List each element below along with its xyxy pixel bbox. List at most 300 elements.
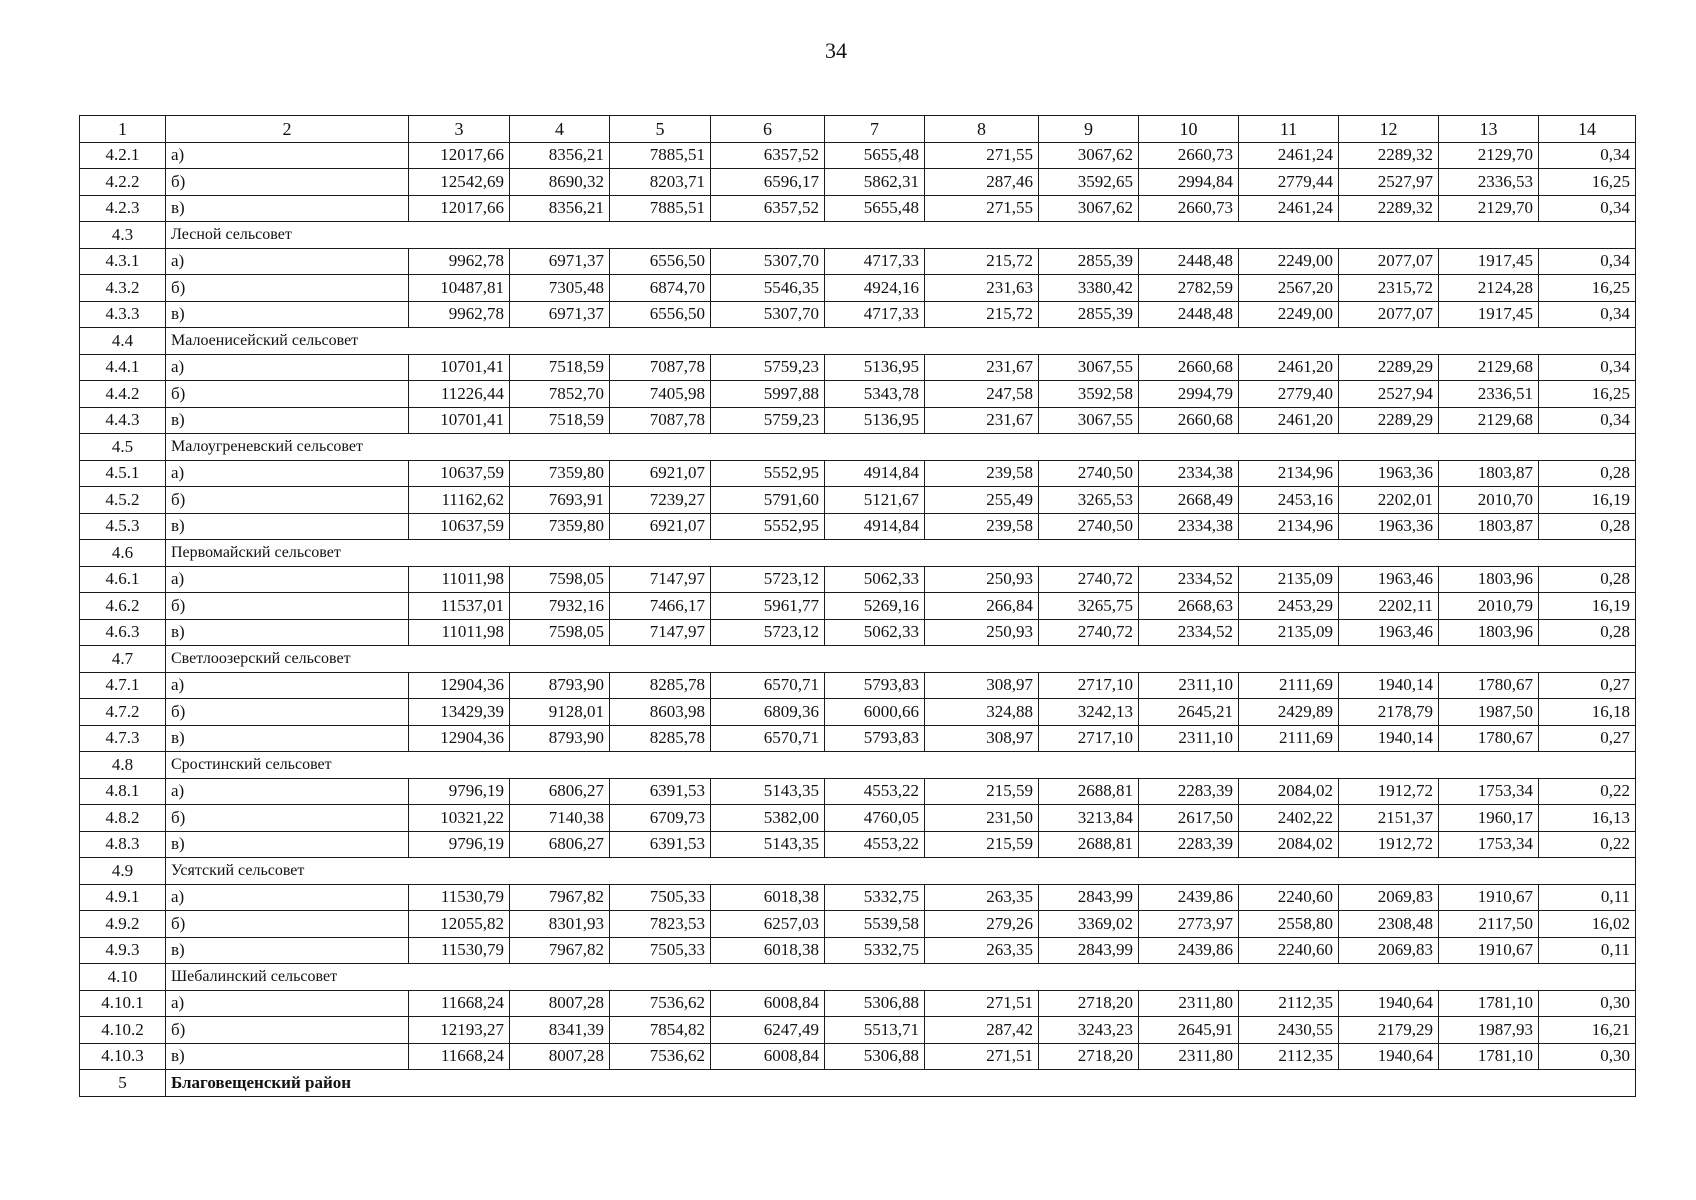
value-cell: 2527,94 bbox=[1339, 381, 1439, 408]
value-cell: 6556,50 bbox=[610, 248, 711, 275]
value-cell: 5793,83 bbox=[825, 725, 925, 752]
value-cell: 5136,95 bbox=[825, 354, 925, 381]
row-label: б) bbox=[166, 1017, 409, 1044]
value-cell: 11537,01 bbox=[409, 593, 510, 620]
value-cell: 2117,50 bbox=[1439, 911, 1539, 938]
value-cell: 2429,89 bbox=[1239, 699, 1339, 726]
row-code: 4.9.1 bbox=[80, 884, 166, 911]
value-cell: 3242,13 bbox=[1039, 699, 1139, 726]
table-row bbox=[80, 937, 1636, 964]
value-cell: 4914,84 bbox=[825, 460, 925, 487]
value-cell: 2334,52 bbox=[1139, 566, 1239, 593]
value-cell: 2283,39 bbox=[1139, 831, 1239, 858]
value-cell: 10701,41 bbox=[409, 354, 510, 381]
value-cell: 7967,82 bbox=[510, 937, 610, 964]
row-code: 4.5.1 bbox=[80, 460, 166, 487]
value-cell: 2645,21 bbox=[1139, 699, 1239, 726]
value-cell: 3067,55 bbox=[1039, 354, 1139, 381]
value-cell: 11668,24 bbox=[409, 990, 510, 1017]
value-cell: 6570,71 bbox=[711, 725, 825, 752]
row-code: 4.9 bbox=[80, 858, 166, 885]
value-cell: 7932,16 bbox=[510, 593, 610, 620]
value-cell: 2567,20 bbox=[1239, 275, 1339, 302]
value-cell: 2461,20 bbox=[1239, 407, 1339, 434]
value-cell: 6018,38 bbox=[711, 937, 825, 964]
value-cell: 9962,78 bbox=[409, 301, 510, 328]
value-cell: 287,46 bbox=[925, 169, 1039, 196]
value-cell: 11530,79 bbox=[409, 884, 510, 911]
value-cell: 6806,27 bbox=[510, 831, 610, 858]
row-label: б) bbox=[166, 275, 409, 302]
value-cell: 6018,38 bbox=[711, 884, 825, 911]
value-cell: 0,28 bbox=[1539, 566, 1636, 593]
value-cell: 6806,27 bbox=[510, 778, 610, 805]
value-cell: 3067,55 bbox=[1039, 407, 1139, 434]
value-cell: 5997,88 bbox=[711, 381, 825, 408]
row-code: 4.10.3 bbox=[80, 1043, 166, 1070]
value-cell: 6357,52 bbox=[711, 195, 825, 222]
value-cell: 3067,62 bbox=[1039, 142, 1139, 169]
value-cell: 5121,67 bbox=[825, 487, 925, 514]
value-cell: 7239,27 bbox=[610, 487, 711, 514]
row-code: 4.5.3 bbox=[80, 513, 166, 540]
value-cell: 2740,72 bbox=[1039, 619, 1139, 646]
value-cell: 7885,51 bbox=[610, 195, 711, 222]
section-title: Лесной сельсовет bbox=[166, 222, 1636, 249]
value-cell: 2461,24 bbox=[1239, 195, 1339, 222]
column-header: 11 bbox=[1239, 116, 1339, 143]
row-code: 4.6.3 bbox=[80, 619, 166, 646]
value-cell: 8603,98 bbox=[610, 699, 711, 726]
value-cell: 1963,46 bbox=[1339, 619, 1439, 646]
value-cell: 0,11 bbox=[1539, 937, 1636, 964]
value-cell: 11162,62 bbox=[409, 487, 510, 514]
value-cell: 215,72 bbox=[925, 301, 1039, 328]
value-cell: 7087,78 bbox=[610, 407, 711, 434]
value-cell: 1963,46 bbox=[1339, 566, 1439, 593]
table-row bbox=[80, 805, 1636, 832]
value-cell: 1940,64 bbox=[1339, 990, 1439, 1017]
value-cell: 2773,97 bbox=[1139, 911, 1239, 938]
row-code: 4.4.2 bbox=[80, 381, 166, 408]
value-cell: 2336,51 bbox=[1439, 381, 1539, 408]
value-cell: 6570,71 bbox=[711, 672, 825, 699]
value-cell: 16,21 bbox=[1539, 1017, 1636, 1044]
value-cell: 308,97 bbox=[925, 725, 1039, 752]
value-cell: 4924,16 bbox=[825, 275, 925, 302]
value-cell: 271,51 bbox=[925, 990, 1039, 1017]
row-label: в) bbox=[166, 195, 409, 222]
value-cell: 7147,97 bbox=[610, 619, 711, 646]
row-label: а) bbox=[166, 248, 409, 275]
row-code: 4.2.3 bbox=[80, 195, 166, 222]
value-cell: 2717,10 bbox=[1039, 725, 1139, 752]
value-cell: 10637,59 bbox=[409, 513, 510, 540]
value-cell: 6556,50 bbox=[610, 301, 711, 328]
row-code: 4.9.2 bbox=[80, 911, 166, 938]
value-cell: 7693,91 bbox=[510, 487, 610, 514]
value-cell: 1940,14 bbox=[1339, 725, 1439, 752]
row-code: 4.10 bbox=[80, 964, 166, 991]
table-body bbox=[80, 142, 1636, 1096]
value-cell: 16,19 bbox=[1539, 487, 1636, 514]
value-cell: 5546,35 bbox=[711, 275, 825, 302]
value-cell: 2558,80 bbox=[1239, 911, 1339, 938]
value-cell: 2779,44 bbox=[1239, 169, 1339, 196]
section-row bbox=[80, 222, 1636, 249]
value-cell: 2240,60 bbox=[1239, 937, 1339, 964]
table-row bbox=[80, 248, 1636, 275]
value-cell: 0,34 bbox=[1539, 354, 1636, 381]
value-cell: 2129,70 bbox=[1439, 142, 1539, 169]
value-cell: 5791,60 bbox=[711, 487, 825, 514]
value-cell: 11530,79 bbox=[409, 937, 510, 964]
value-cell: 231,63 bbox=[925, 275, 1039, 302]
value-cell: 3265,53 bbox=[1039, 487, 1139, 514]
row-code: 4.2.1 bbox=[80, 142, 166, 169]
table-row bbox=[80, 1017, 1636, 1044]
value-cell: 2402,22 bbox=[1239, 805, 1339, 832]
column-header: 13 bbox=[1439, 116, 1539, 143]
row-code: 4.10.2 bbox=[80, 1017, 166, 1044]
value-cell: 5343,78 bbox=[825, 381, 925, 408]
row-code: 4.3.2 bbox=[80, 275, 166, 302]
value-cell: 2069,83 bbox=[1339, 884, 1439, 911]
value-cell: 8793,90 bbox=[510, 672, 610, 699]
value-cell: 0,11 bbox=[1539, 884, 1636, 911]
row-label: а) bbox=[166, 672, 409, 699]
row-label: в) bbox=[166, 619, 409, 646]
value-cell: 8285,78 bbox=[610, 672, 711, 699]
row-label: в) bbox=[166, 937, 409, 964]
row-label: б) bbox=[166, 593, 409, 620]
value-cell: 7359,80 bbox=[510, 513, 610, 540]
value-cell: 2782,59 bbox=[1139, 275, 1239, 302]
row-code: 4.8.2 bbox=[80, 805, 166, 832]
row-code: 4.9.3 bbox=[80, 937, 166, 964]
value-cell: 2084,02 bbox=[1239, 831, 1339, 858]
value-cell: 2010,79 bbox=[1439, 593, 1539, 620]
value-cell: 0,34 bbox=[1539, 248, 1636, 275]
row-label: а) bbox=[166, 354, 409, 381]
value-cell: 5655,48 bbox=[825, 195, 925, 222]
value-cell: 16,25 bbox=[1539, 381, 1636, 408]
value-cell: 308,97 bbox=[925, 672, 1039, 699]
value-cell: 3067,62 bbox=[1039, 195, 1139, 222]
value-cell: 16,25 bbox=[1539, 169, 1636, 196]
section-row bbox=[80, 434, 1636, 461]
value-cell: 2135,09 bbox=[1239, 566, 1339, 593]
value-cell: 2311,80 bbox=[1139, 990, 1239, 1017]
value-cell: 2334,38 bbox=[1139, 460, 1239, 487]
value-cell: 2202,11 bbox=[1339, 593, 1439, 620]
section-row bbox=[80, 752, 1636, 779]
table-row bbox=[80, 354, 1636, 381]
value-cell: 2202,01 bbox=[1339, 487, 1439, 514]
value-cell: 5269,16 bbox=[825, 593, 925, 620]
value-cell: 2077,07 bbox=[1339, 248, 1439, 275]
row-code: 4.8.1 bbox=[80, 778, 166, 805]
row-code: 4.10.1 bbox=[80, 990, 166, 1017]
value-cell: 9962,78 bbox=[409, 248, 510, 275]
value-cell: 7854,82 bbox=[610, 1017, 711, 1044]
value-cell: 0,28 bbox=[1539, 619, 1636, 646]
value-cell: 2311,10 bbox=[1139, 672, 1239, 699]
section-row bbox=[80, 646, 1636, 673]
table-row bbox=[80, 169, 1636, 196]
value-cell: 12542,69 bbox=[409, 169, 510, 196]
value-cell: 6971,37 bbox=[510, 301, 610, 328]
value-cell: 2439,86 bbox=[1139, 884, 1239, 911]
value-cell: 16,02 bbox=[1539, 911, 1636, 938]
value-cell: 4717,33 bbox=[825, 301, 925, 328]
value-cell: 8203,71 bbox=[610, 169, 711, 196]
row-label: б) bbox=[166, 805, 409, 832]
value-cell: 4553,22 bbox=[825, 778, 925, 805]
value-cell: 5723,12 bbox=[711, 619, 825, 646]
column-header-row bbox=[80, 116, 1636, 143]
value-cell: 5306,88 bbox=[825, 990, 925, 1017]
value-cell: 7967,82 bbox=[510, 884, 610, 911]
value-cell: 0,30 bbox=[1539, 1043, 1636, 1070]
value-cell: 271,55 bbox=[925, 195, 1039, 222]
value-cell: 9796,19 bbox=[409, 831, 510, 858]
value-cell: 2461,20 bbox=[1239, 354, 1339, 381]
value-cell: 7140,38 bbox=[510, 805, 610, 832]
row-label: а) bbox=[166, 566, 409, 593]
value-cell: 6391,53 bbox=[610, 831, 711, 858]
row-code: 5 bbox=[80, 1070, 166, 1097]
value-cell: 1910,67 bbox=[1439, 937, 1539, 964]
value-cell: 0,34 bbox=[1539, 195, 1636, 222]
value-cell: 5382,00 bbox=[711, 805, 825, 832]
section-row bbox=[80, 858, 1636, 885]
value-cell: 0,28 bbox=[1539, 460, 1636, 487]
table-row bbox=[80, 381, 1636, 408]
value-cell: 2855,39 bbox=[1039, 248, 1139, 275]
value-cell: 0,34 bbox=[1539, 301, 1636, 328]
value-cell: 1987,50 bbox=[1439, 699, 1539, 726]
value-cell: 2249,00 bbox=[1239, 248, 1339, 275]
value-cell: 8285,78 bbox=[610, 725, 711, 752]
value-cell: 2740,50 bbox=[1039, 460, 1139, 487]
value-cell: 2334,52 bbox=[1139, 619, 1239, 646]
value-cell: 4914,84 bbox=[825, 513, 925, 540]
table-row bbox=[80, 911, 1636, 938]
value-cell: 2315,72 bbox=[1339, 275, 1439, 302]
value-cell: 1780,67 bbox=[1439, 672, 1539, 699]
value-cell: 6000,66 bbox=[825, 699, 925, 726]
value-cell: 5136,95 bbox=[825, 407, 925, 434]
column-header: 8 bbox=[925, 116, 1039, 143]
value-cell: 2283,39 bbox=[1139, 778, 1239, 805]
value-cell: 8356,21 bbox=[510, 195, 610, 222]
value-cell: 2718,20 bbox=[1039, 990, 1139, 1017]
value-cell: 6357,52 bbox=[711, 142, 825, 169]
table-row bbox=[80, 699, 1636, 726]
value-cell: 6257,03 bbox=[711, 911, 825, 938]
value-cell: 5552,95 bbox=[711, 513, 825, 540]
value-cell: 1803,87 bbox=[1439, 460, 1539, 487]
value-cell: 2843,99 bbox=[1039, 884, 1139, 911]
value-cell: 2994,79 bbox=[1139, 381, 1239, 408]
row-label: б) bbox=[166, 381, 409, 408]
value-cell: 2240,60 bbox=[1239, 884, 1339, 911]
value-cell: 1960,17 bbox=[1439, 805, 1539, 832]
value-cell: 0,28 bbox=[1539, 513, 1636, 540]
value-cell: 1910,67 bbox=[1439, 884, 1539, 911]
page-number: 34 bbox=[825, 38, 847, 63]
row-code: 4.6 bbox=[80, 540, 166, 567]
table-row bbox=[80, 990, 1636, 1017]
row-code: 4.8 bbox=[80, 752, 166, 779]
value-cell: 324,88 bbox=[925, 699, 1039, 726]
value-cell: 1940,14 bbox=[1339, 672, 1439, 699]
table-row bbox=[80, 275, 1636, 302]
value-cell: 13429,39 bbox=[409, 699, 510, 726]
value-cell: 5793,83 bbox=[825, 672, 925, 699]
value-cell: 7518,59 bbox=[510, 354, 610, 381]
row-label: а) bbox=[166, 778, 409, 805]
value-cell: 8007,28 bbox=[510, 990, 610, 1017]
row-code: 4.3.3 bbox=[80, 301, 166, 328]
value-cell: 12017,66 bbox=[409, 195, 510, 222]
table-row bbox=[80, 593, 1636, 620]
value-cell: 3592,65 bbox=[1039, 169, 1139, 196]
section-title: Сростинский сельсовет bbox=[166, 752, 1636, 779]
value-cell: 6809,36 bbox=[711, 699, 825, 726]
value-cell: 3265,75 bbox=[1039, 593, 1139, 620]
value-cell: 7466,17 bbox=[610, 593, 711, 620]
value-cell: 1781,10 bbox=[1439, 990, 1539, 1017]
value-cell: 5759,23 bbox=[711, 407, 825, 434]
value-cell: 2178,79 bbox=[1339, 699, 1439, 726]
value-cell: 2855,39 bbox=[1039, 301, 1139, 328]
table-row bbox=[80, 195, 1636, 222]
value-cell: 6008,84 bbox=[711, 990, 825, 1017]
value-cell: 2453,16 bbox=[1239, 487, 1339, 514]
value-cell: 12904,36 bbox=[409, 672, 510, 699]
value-cell: 7885,51 bbox=[610, 142, 711, 169]
value-cell: 4717,33 bbox=[825, 248, 925, 275]
table-row bbox=[80, 513, 1636, 540]
table-row bbox=[80, 831, 1636, 858]
value-cell: 1917,45 bbox=[1439, 248, 1539, 275]
value-cell: 7598,05 bbox=[510, 619, 610, 646]
section-title: Усятский сельсовет bbox=[166, 858, 1636, 885]
section-title: Светлоозерский сельсовет bbox=[166, 646, 1636, 673]
value-cell: 12017,66 bbox=[409, 142, 510, 169]
value-cell: 5723,12 bbox=[711, 566, 825, 593]
column-header: 12 bbox=[1339, 116, 1439, 143]
table-row bbox=[80, 301, 1636, 328]
row-label: в) bbox=[166, 831, 409, 858]
value-cell: 6971,37 bbox=[510, 248, 610, 275]
row-code: 4.6.1 bbox=[80, 566, 166, 593]
value-cell: 2448,48 bbox=[1139, 248, 1239, 275]
value-cell: 8356,21 bbox=[510, 142, 610, 169]
value-cell: 2311,10 bbox=[1139, 725, 1239, 752]
value-cell: 2289,32 bbox=[1339, 142, 1439, 169]
value-cell: 2010,70 bbox=[1439, 487, 1539, 514]
value-cell: 2430,55 bbox=[1239, 1017, 1339, 1044]
table-row bbox=[80, 566, 1636, 593]
value-cell: 11668,24 bbox=[409, 1043, 510, 1070]
value-cell: 231,67 bbox=[925, 407, 1039, 434]
value-cell: 5306,88 bbox=[825, 1043, 925, 1070]
value-cell: 1912,72 bbox=[1339, 778, 1439, 805]
value-cell: 0,34 bbox=[1539, 142, 1636, 169]
value-cell: 16,18 bbox=[1539, 699, 1636, 726]
value-cell: 0,27 bbox=[1539, 725, 1636, 752]
value-cell: 271,55 bbox=[925, 142, 1039, 169]
value-cell: 2740,50 bbox=[1039, 513, 1139, 540]
value-cell: 10701,41 bbox=[409, 407, 510, 434]
value-cell: 2308,48 bbox=[1339, 911, 1439, 938]
value-cell: 2718,20 bbox=[1039, 1043, 1139, 1070]
value-cell: 231,67 bbox=[925, 354, 1039, 381]
value-cell: 7852,70 bbox=[510, 381, 610, 408]
value-cell: 2843,99 bbox=[1039, 937, 1139, 964]
value-cell: 12193,27 bbox=[409, 1017, 510, 1044]
column-header: 3 bbox=[409, 116, 510, 143]
value-cell: 0,30 bbox=[1539, 990, 1636, 1017]
row-label: а) bbox=[166, 142, 409, 169]
value-cell: 5759,23 bbox=[711, 354, 825, 381]
column-header: 14 bbox=[1539, 116, 1636, 143]
value-cell: 1987,93 bbox=[1439, 1017, 1539, 1044]
value-cell: 215,59 bbox=[925, 778, 1039, 805]
value-cell: 2129,70 bbox=[1439, 195, 1539, 222]
row-label: б) bbox=[166, 911, 409, 938]
row-label: в) bbox=[166, 513, 409, 540]
section-title: Малоенисейский сельсовет bbox=[166, 328, 1636, 355]
table-row bbox=[80, 460, 1636, 487]
value-cell: 271,51 bbox=[925, 1043, 1039, 1070]
value-cell: 2151,37 bbox=[1339, 805, 1439, 832]
value-cell: 0,22 bbox=[1539, 778, 1636, 805]
value-cell: 215,72 bbox=[925, 248, 1039, 275]
row-label: в) bbox=[166, 1043, 409, 1070]
value-cell: 5062,33 bbox=[825, 619, 925, 646]
tariff-table bbox=[79, 115, 1636, 1097]
value-cell: 2717,10 bbox=[1039, 672, 1139, 699]
value-cell: 11011,98 bbox=[409, 619, 510, 646]
table-row bbox=[80, 142, 1636, 169]
value-cell: 2179,29 bbox=[1339, 1017, 1439, 1044]
value-cell: 6008,84 bbox=[711, 1043, 825, 1070]
value-cell: 1780,67 bbox=[1439, 725, 1539, 752]
section-row bbox=[80, 540, 1636, 567]
value-cell: 2111,69 bbox=[1239, 725, 1339, 752]
value-cell: 7823,53 bbox=[610, 911, 711, 938]
column-header: 7 bbox=[825, 116, 925, 143]
row-label: а) bbox=[166, 990, 409, 1017]
value-cell: 266,84 bbox=[925, 593, 1039, 620]
value-cell: 2439,86 bbox=[1139, 937, 1239, 964]
value-cell: 11226,44 bbox=[409, 381, 510, 408]
table-row bbox=[80, 672, 1636, 699]
value-cell: 5961,77 bbox=[711, 593, 825, 620]
value-cell: 6596,17 bbox=[711, 169, 825, 196]
section-title: Малоугреневский сельсовет bbox=[166, 434, 1636, 461]
row-code: 4.6.2 bbox=[80, 593, 166, 620]
value-cell: 5307,70 bbox=[711, 301, 825, 328]
column-header: 10 bbox=[1139, 116, 1239, 143]
value-cell: 2461,24 bbox=[1239, 142, 1339, 169]
table-row bbox=[80, 725, 1636, 752]
value-cell: 255,49 bbox=[925, 487, 1039, 514]
